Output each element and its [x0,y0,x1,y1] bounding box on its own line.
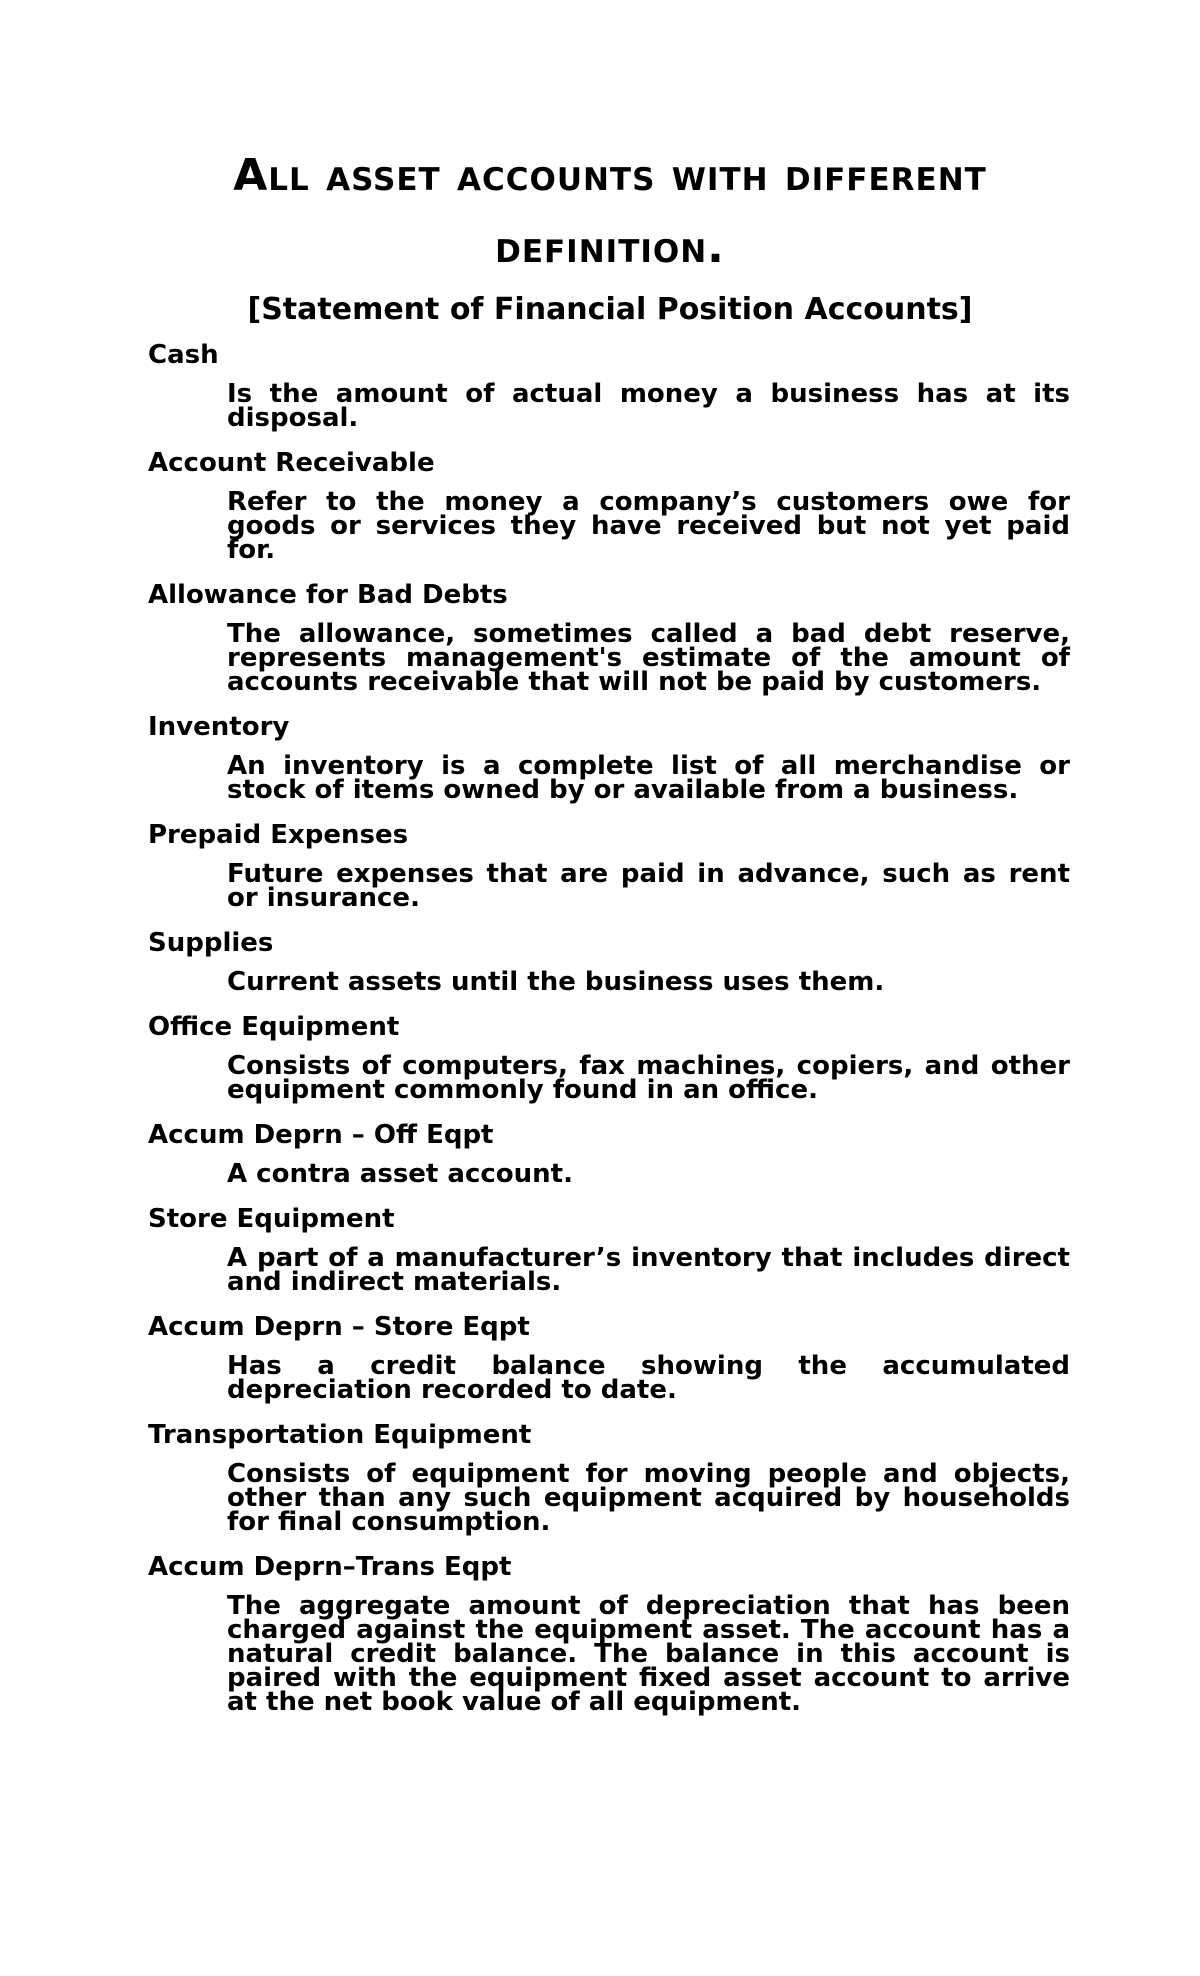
account-term: Allowance for Bad Debts [148,580,508,610]
account-term: Account Receivable [148,448,435,478]
account-term: Prepaid Expenses [148,820,409,850]
account-entry-accum-deprn-trans [148,1550,1070,1717]
account-definition: A part of a manufacturer’s inventory that includes direct and indirect materials. [227,1243,1070,1297]
page-title: All asset accounts with different definition. [233,150,987,273]
account-definition: Is the amount of actual money a business has at its disposal. [227,379,1070,433]
account-entry-accum-deprn-office [148,1118,1068,1189]
account-entry-accounts-receivable [148,446,1070,565]
account-term: Cash [148,340,219,370]
account-list [148,338,1068,1730]
account-term: Store Equipment [148,1204,395,1234]
account-entry-supplies [148,926,1068,997]
account-term: Transportation Equipment [148,1420,532,1450]
account-entry-store-equipment [148,1202,1070,1297]
account-entry-prepaid-expenses [148,818,1070,913]
account-term: Accum Deprn–Trans Eqpt [148,1552,512,1582]
account-definition: Consists of equipment for moving people and objects, other than any such equipment acquired by households for final consumption. [227,1459,1070,1537]
account-entry-accum-deprn-store [148,1310,1070,1405]
account-term: Accum Deprn – Store Eqpt [148,1312,530,1342]
account-term: Office Equipment [148,1012,400,1042]
page-subtitle: [Statement of Financial Position Accounts] [247,292,973,327]
account-term: Accum Deprn – Off Eqpt [148,1120,494,1150]
account-definition: Future expenses that are paid in advance, such as rent or insurance. [227,859,1070,913]
account-definition: The aggregate amount of depreciation that has been charged against the equipment asset. The account has a natural credit balance. The balance in this account is paired with the equipment fixed asset account to arrive at the net book value of all equipment. [227,1591,1070,1717]
account-definition: Refer to the money a company’s customers owe for goods or services they have received but not yet paid for. [227,487,1070,565]
account-entry-allowance-bad-debts [148,578,1070,697]
account-entry-transportation-equipment [148,1418,1070,1537]
account-definition: Has a credit balance showing the accumulated depreciation recorded to date. [227,1351,1070,1405]
account-entry-cash [148,338,1070,433]
account-entry-inventory [148,710,1070,805]
account-term: Inventory [148,712,290,742]
account-definition: Consists of computers, fax machines, copiers, and other equipment commonly found in an office. [227,1051,1070,1105]
account-definition: Current assets until the business uses them. [227,967,885,997]
account-definition: A contra asset account. [227,1159,573,1189]
account-definition: An inventory is a complete list of all merchandise or stock of items owned by or available from a business. [227,751,1070,805]
account-definition: The allowance, sometimes called a bad debt reserve, represents management's estimate of the amount of accounts receivable that will not be paid by customers. [227,619,1070,697]
account-term: Supplies [148,928,274,958]
account-entry-office-equipment [148,1010,1070,1105]
